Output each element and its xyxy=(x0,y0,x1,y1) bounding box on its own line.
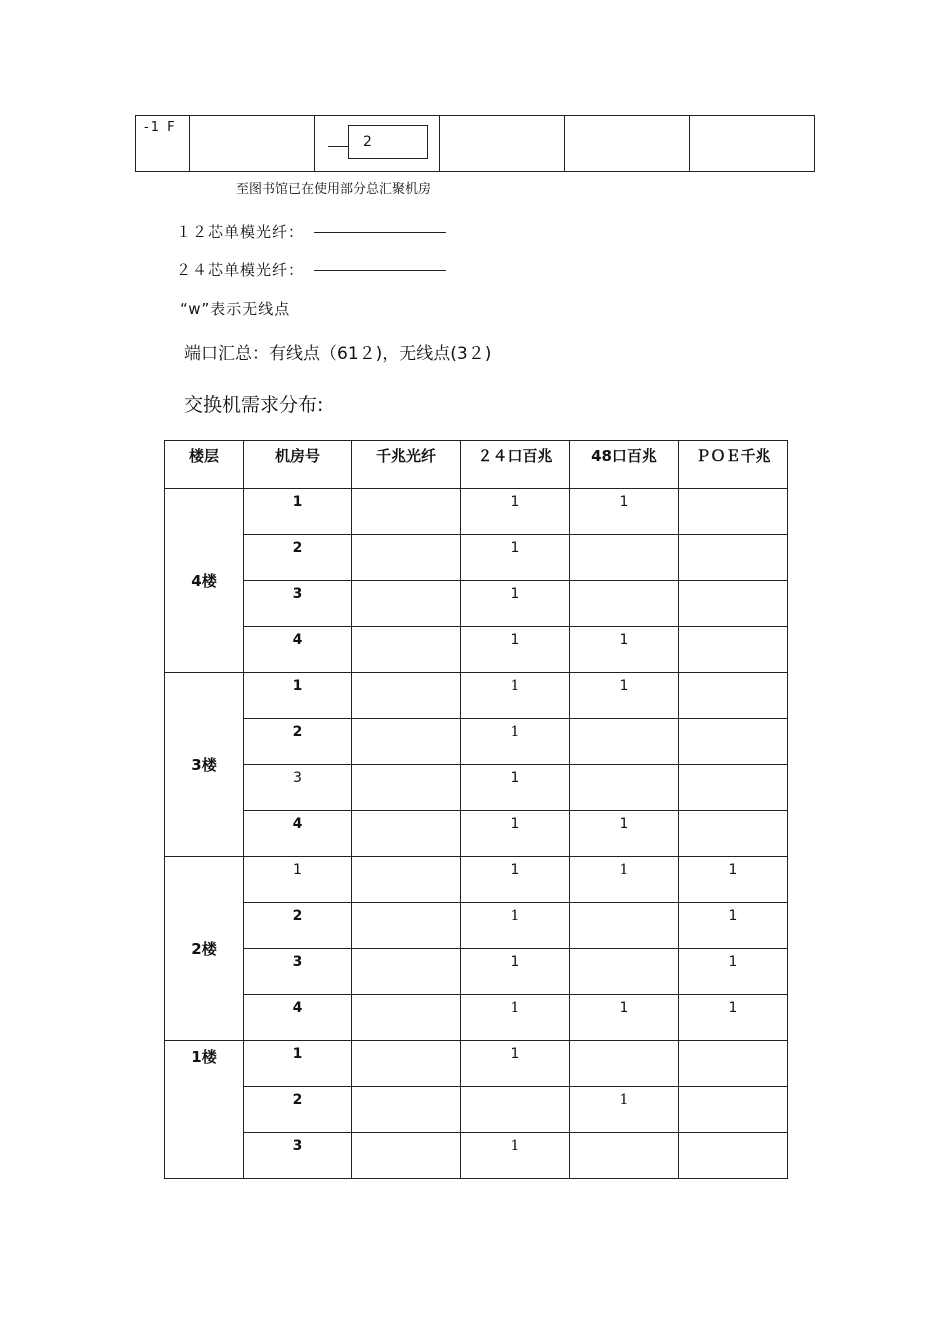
poe-cell xyxy=(679,1133,788,1179)
divider xyxy=(439,116,440,171)
poe-cell xyxy=(679,627,788,673)
port24-cell: 1 xyxy=(461,995,570,1041)
fiber-cell xyxy=(352,1133,461,1179)
poe-cell: 1 xyxy=(679,995,788,1041)
port24-cell: 1 xyxy=(461,765,570,811)
legend-fiber24-line xyxy=(314,270,446,271)
fiber-cell xyxy=(352,627,461,673)
port48-cell: 1 xyxy=(570,673,679,719)
header-24-port: ２４口百兆 xyxy=(461,441,570,489)
port48-cell xyxy=(570,903,679,949)
floor-cell: 2楼 xyxy=(165,857,244,1041)
room-cell: 3 xyxy=(244,765,352,811)
port48-cell xyxy=(570,1041,679,1087)
header-room: 机房号 xyxy=(244,441,352,489)
poe-cell xyxy=(679,765,788,811)
table-row xyxy=(165,535,788,581)
poe-cell: 1 xyxy=(679,857,788,903)
fiber-cell xyxy=(352,489,461,535)
table-row xyxy=(165,581,788,627)
fiber-cell xyxy=(352,765,461,811)
port48-cell: 1 xyxy=(570,489,679,535)
port48-cell xyxy=(570,581,679,627)
poe-cell xyxy=(679,489,788,535)
room-cell: 2 xyxy=(244,1087,352,1133)
port24-cell: 1 xyxy=(461,535,570,581)
room-cell: 2 xyxy=(244,903,352,949)
port48-cell: 1 xyxy=(570,1087,679,1133)
poe-cell: 1 xyxy=(679,903,788,949)
connector-line xyxy=(328,146,348,147)
port48-cell xyxy=(570,535,679,581)
switch-distribution-table xyxy=(164,440,788,1179)
legend-fiber24-label: ２４芯单模光纤： xyxy=(176,261,305,279)
floor-cell: 1楼 xyxy=(165,1041,244,1179)
table-row xyxy=(165,673,788,719)
poe-cell xyxy=(679,1087,788,1133)
floor-label: -1 F xyxy=(144,120,177,135)
port24-cell xyxy=(461,1087,570,1133)
floor-cell: 3楼 xyxy=(165,673,244,857)
table-row xyxy=(165,1087,788,1133)
header-gigabit-fiber: 千兆光纤 xyxy=(352,441,461,489)
room-cell: 4 xyxy=(244,627,352,673)
port24-cell: 1 xyxy=(461,949,570,995)
header-48-port: 48口百兆 xyxy=(570,441,679,489)
fiber-cell xyxy=(352,1087,461,1133)
table-row xyxy=(165,489,788,535)
table-row xyxy=(165,765,788,811)
poe-cell xyxy=(679,811,788,857)
fiber-cell xyxy=(352,581,461,627)
room-cell: 4 xyxy=(244,811,352,857)
port24-cell: 1 xyxy=(461,903,570,949)
fiber-cell xyxy=(352,995,461,1041)
room-cell: 3 xyxy=(244,581,352,627)
divider xyxy=(189,116,190,171)
fiber-cell xyxy=(352,903,461,949)
fiber-cell xyxy=(352,535,461,581)
legend-fiber12-line xyxy=(314,232,446,233)
poe-cell xyxy=(679,581,788,627)
legend-wireless: “w”表示无线点 xyxy=(180,300,291,318)
room-cell: 4 xyxy=(244,995,352,1041)
room-cell xyxy=(314,116,439,171)
poe-cell xyxy=(679,535,788,581)
header-floor: 楼层 xyxy=(165,441,244,489)
port24-cell: 1 xyxy=(461,627,570,673)
room-cell: 1 xyxy=(244,857,352,903)
port24-cell: 1 xyxy=(461,857,570,903)
divider xyxy=(689,116,690,171)
fiber-cell xyxy=(352,673,461,719)
port24-cell: 1 xyxy=(461,673,570,719)
port48-cell: 1 xyxy=(570,857,679,903)
port48-cell xyxy=(570,949,679,995)
poe-cell xyxy=(679,673,788,719)
table-row xyxy=(165,995,788,1041)
table-header-row xyxy=(165,441,788,489)
port48-cell xyxy=(570,1133,679,1179)
port48-cell: 1 xyxy=(570,627,679,673)
port48-cell: 1 xyxy=(570,995,679,1041)
fiber-cell xyxy=(352,857,461,903)
divider xyxy=(564,116,565,171)
port24-cell: 1 xyxy=(461,1133,570,1179)
poe-cell xyxy=(679,719,788,765)
legend-fiber12-label: １２芯单模光纤： xyxy=(176,223,305,241)
fragment-note: 至图书馆已在使用部分总汇聚机房 xyxy=(236,182,432,197)
room-cell: 1 xyxy=(244,1041,352,1087)
table-row xyxy=(165,1041,788,1087)
poe-cell: 1 xyxy=(679,949,788,995)
room-cell: 1 xyxy=(244,489,352,535)
fiber-cell xyxy=(352,949,461,995)
table-row xyxy=(165,949,788,995)
port24-cell: 1 xyxy=(461,489,570,535)
port48-cell xyxy=(570,765,679,811)
floor-cell: 4楼 xyxy=(165,489,244,673)
table-row xyxy=(165,903,788,949)
table-row xyxy=(165,857,788,903)
room-cell: 3 xyxy=(244,949,352,995)
table-row xyxy=(165,719,788,765)
header-poe: ＰＯＥ千兆 xyxy=(679,441,788,489)
table-row xyxy=(165,627,788,673)
fiber-cell xyxy=(352,811,461,857)
port48-cell xyxy=(570,719,679,765)
port48-cell: 1 xyxy=(570,811,679,857)
room-cell: 1 xyxy=(244,673,352,719)
section-heading: 交换机需求分布: xyxy=(184,394,324,416)
fiber-cell xyxy=(352,1041,461,1087)
port24-cell: 1 xyxy=(461,581,570,627)
floor-diagram-fragment xyxy=(135,115,815,172)
room-cell: 2 xyxy=(244,719,352,765)
poe-cell xyxy=(679,1041,788,1087)
port24-cell: 1 xyxy=(461,719,570,765)
table-row xyxy=(165,811,788,857)
room-box: 2 xyxy=(348,125,428,159)
port24-cell: 1 xyxy=(461,811,570,857)
port-summary: 端口汇总：有线点（61２)，无线点(3２) xyxy=(184,344,492,364)
fiber-cell xyxy=(352,719,461,765)
table-row xyxy=(165,1133,788,1179)
room-cell: 3 xyxy=(244,1133,352,1179)
port24-cell: 1 xyxy=(461,1041,570,1087)
room-cell: 2 xyxy=(244,535,352,581)
